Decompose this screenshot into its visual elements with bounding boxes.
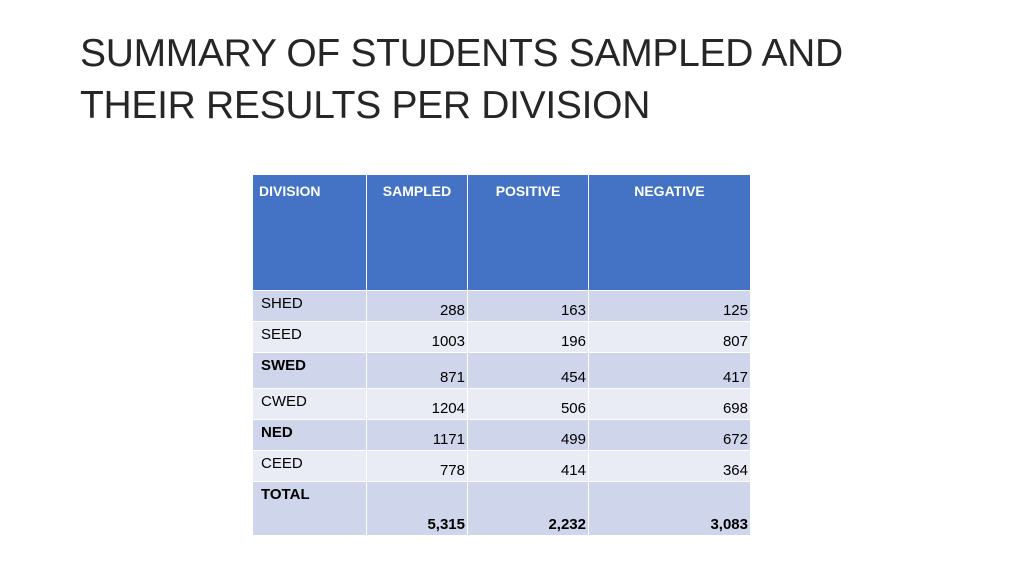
header-positive: POSITIVE <box>468 175 589 291</box>
table-body <box>253 291 751 536</box>
table-row <box>253 420 751 451</box>
cell-negative: 672 <box>589 420 751 451</box>
cell-positive: 499 <box>468 420 589 451</box>
cell-division: CEED <box>253 451 367 482</box>
cell-division: SHED <box>253 291 367 322</box>
table-row <box>253 353 751 389</box>
cell-negative: 125 <box>589 291 751 322</box>
cell-negative: 364 <box>589 451 751 482</box>
table-row <box>253 291 751 322</box>
total-sampled: 5,315 <box>367 482 468 536</box>
cell-positive: 196 <box>468 322 589 353</box>
cell-sampled: 288 <box>367 291 468 322</box>
cell-division: NED <box>253 420 367 451</box>
slide-title-line-2: THEIR RESULTS PER DIVISION <box>80 84 651 127</box>
total-row <box>253 482 751 536</box>
cell-division: SEED <box>253 322 367 353</box>
cell-sampled: 1171 <box>367 420 468 451</box>
cell-sampled: 871 <box>367 353 468 389</box>
cell-positive: 506 <box>468 389 589 420</box>
cell-positive: 414 <box>468 451 589 482</box>
slide-title-line-1: SUMMARY OF STUDENTS SAMPLED AND <box>80 32 843 75</box>
header-negative: NEGATIVE <box>589 175 751 291</box>
header-sampled: SAMPLED <box>367 175 468 291</box>
cell-sampled: 1204 <box>367 389 468 420</box>
table-header <box>253 175 751 291</box>
cell-positive: 163 <box>468 291 589 322</box>
total-positive: 2,232 <box>468 482 589 536</box>
cell-positive: 454 <box>468 353 589 389</box>
header-row <box>253 175 751 291</box>
cell-negative: 417 <box>589 353 751 389</box>
total-label: TOTAL <box>253 482 367 536</box>
total-negative: 3,083 <box>589 482 751 536</box>
cell-sampled: 778 <box>367 451 468 482</box>
cell-negative: 807 <box>589 322 751 353</box>
slide-title <box>80 28 980 132</box>
cell-division: SWED <box>253 353 367 389</box>
header-division: DIVISION <box>253 175 367 291</box>
table-row <box>253 389 751 420</box>
table-row <box>253 451 751 482</box>
cell-negative: 698 <box>589 389 751 420</box>
division-summary-table <box>252 174 751 536</box>
cell-sampled: 1003 <box>367 322 468 353</box>
table-row <box>253 322 751 353</box>
cell-division: CWED <box>253 389 367 420</box>
